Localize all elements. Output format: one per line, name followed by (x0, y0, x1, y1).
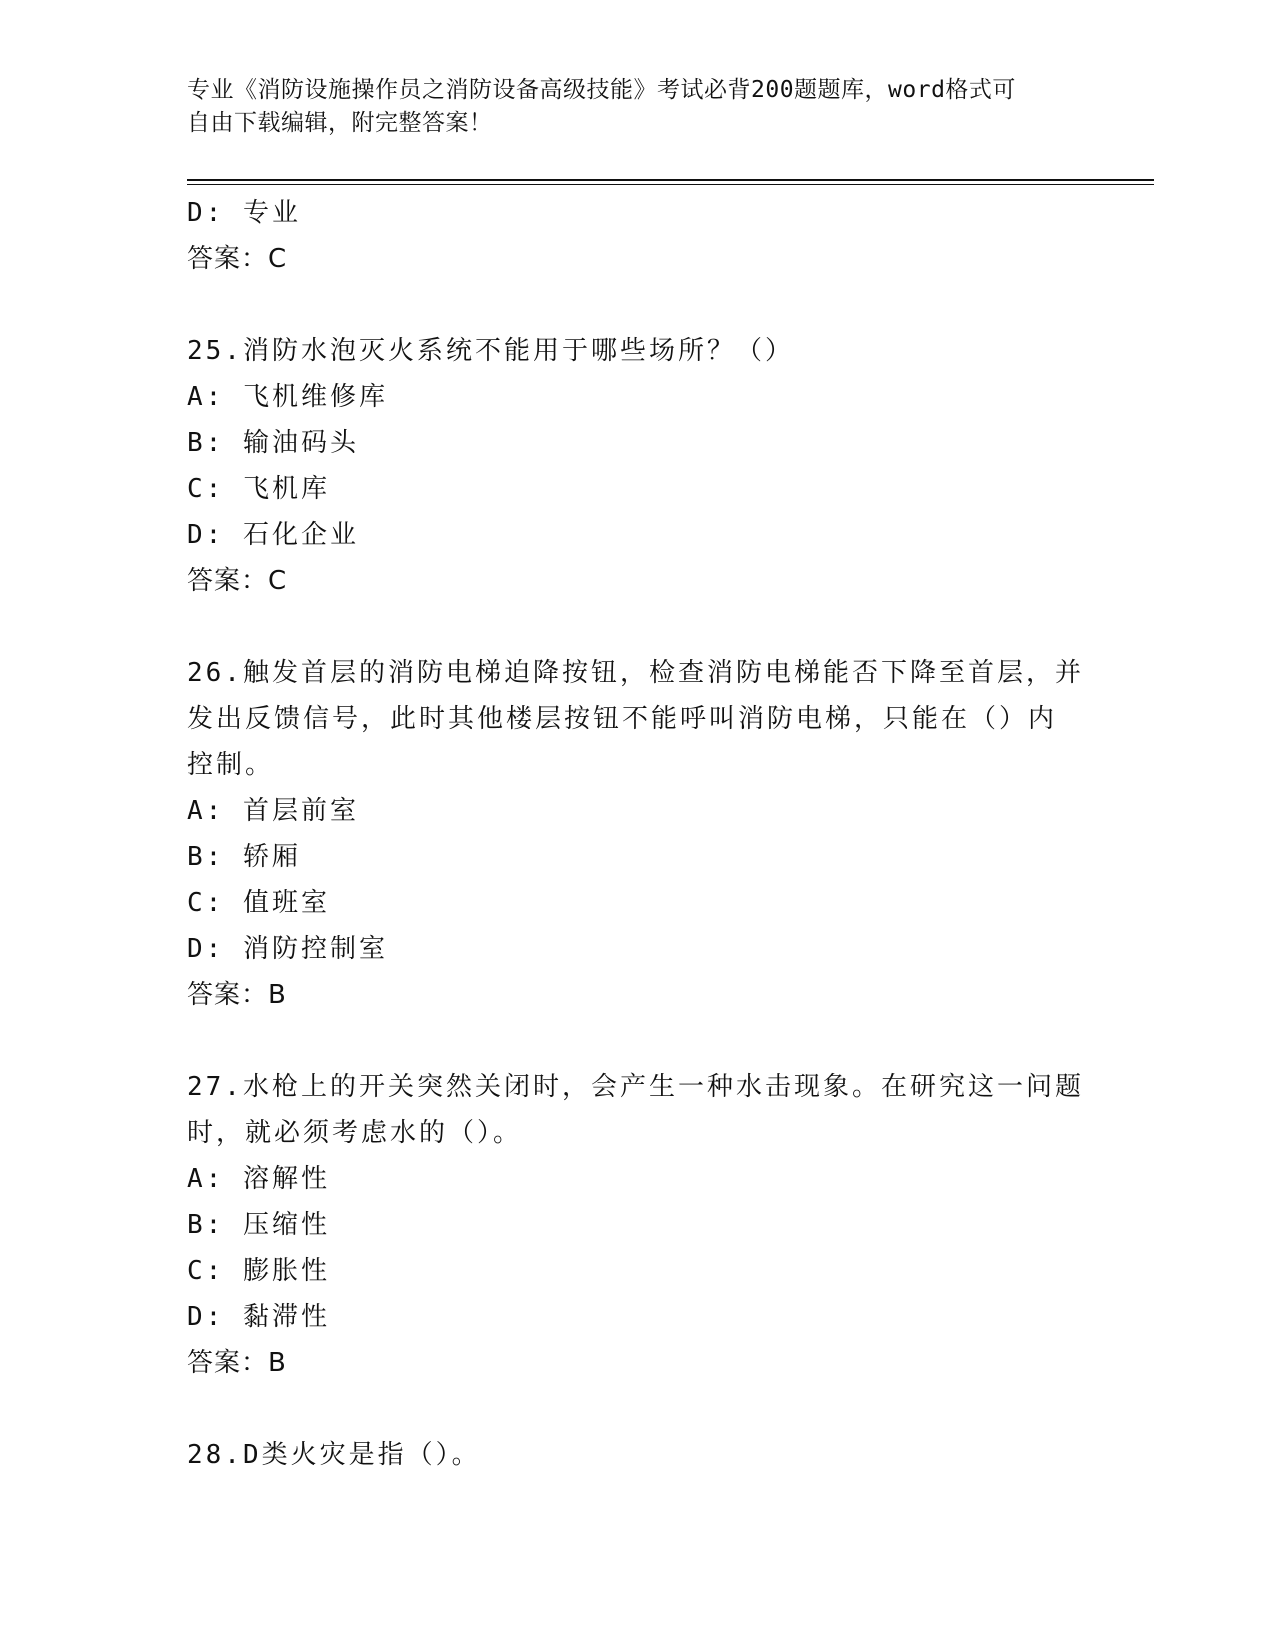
page-header (187, 74, 1087, 140)
spacer (187, 604, 1087, 650)
question-stem-line-1: 27.水枪上的开关突然关闭时，会产生一种水击现象。在研究这一问题 (187, 1072, 1084, 1102)
question-stem: 25.消防水泡灭火系统不能用于哪些场所？（） (187, 336, 794, 366)
option-d: D: 黏滞性 (187, 1302, 330, 1332)
question-stem-line-2: 时，就必须考虑水的（）。 (187, 1118, 523, 1148)
spacer (187, 282, 1087, 328)
question-stem-line-3: 控制。 (187, 750, 275, 780)
option-b: B: 轿厢 (187, 842, 301, 872)
option-d: D: 消防控制室 (187, 934, 388, 964)
question-27 (187, 1064, 1087, 1386)
question-25 (187, 328, 1087, 604)
option-a: A: 首层前室 (187, 796, 359, 826)
prev-option-d: D: 专业 (187, 198, 301, 228)
header-line-2: 自由下载编辑，附完整答案！ (187, 110, 493, 136)
spacer (187, 1018, 1087, 1064)
option-c: C: 飞机库 (187, 474, 330, 504)
header-rule-thick (187, 179, 1154, 181)
header-rule-thin (187, 184, 1154, 185)
header-line-1: 专业《消防设施操作员之消防设备高级技能》考试必背200题题库，word格式可 (187, 77, 1016, 103)
question-28 (187, 1432, 1087, 1478)
question-stem-line-2: 发出反馈信号，此时其他楼层按钮不能呼叫消防电梯，只能在（）内 (187, 704, 1058, 734)
option-a: A: 溶解性 (187, 1164, 330, 1194)
option-b: B: 输油码头 (187, 428, 359, 458)
answer: 答案：B (187, 980, 287, 1010)
question-stem: 28.D类火灾是指（）。 (187, 1440, 481, 1470)
option-b: B: 压缩性 (187, 1210, 330, 1240)
option-c: C: 膨胀性 (187, 1256, 330, 1286)
answer: 答案：C (187, 566, 288, 596)
prev-answer: 答案：C (187, 244, 288, 274)
question-list (187, 190, 1087, 1478)
option-d: D: 石化企业 (187, 520, 359, 550)
answer: 答案：B (187, 1348, 287, 1378)
option-c: C: 值班室 (187, 888, 330, 918)
question-26 (187, 650, 1087, 1018)
spacer (187, 1386, 1087, 1432)
option-a: A: 飞机维修库 (187, 382, 388, 412)
question-stem-line-1: 26.触发首层的消防电梯迫降按钮，检查消防电梯能否下降至首层，并 (187, 658, 1084, 688)
